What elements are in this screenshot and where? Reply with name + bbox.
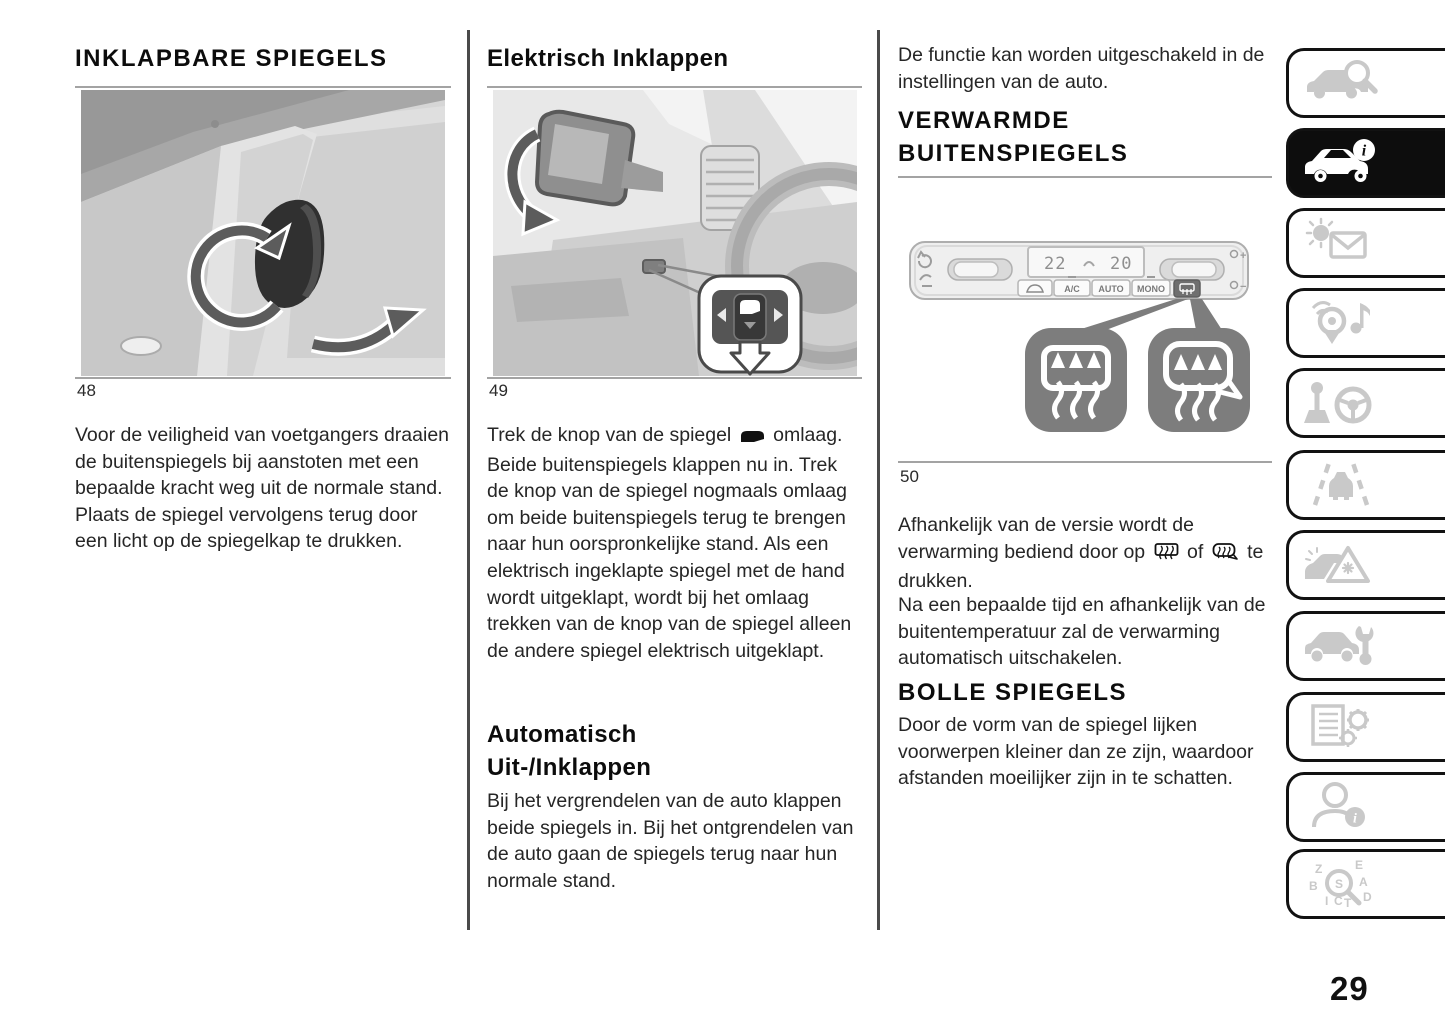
paragraph-text: of <box>1181 540 1209 563</box>
gearshift-steering-icon <box>1301 377 1381 430</box>
car-warning-triangle-icon <box>1301 539 1381 592</box>
index-letter: E <box>1355 857 1364 872</box>
sidebar-tab-emergency[interactable] <box>1286 530 1445 600</box>
index-letter: A <box>1359 874 1368 889</box>
sidebar-tab-starting-driving[interactable] <box>1286 368 1445 438</box>
figure-50 <box>898 180 1272 465</box>
figure-50-illustration <box>898 180 1272 465</box>
sidebar-tab-technical-data[interactable] <box>1286 692 1445 762</box>
index-letter: S <box>1335 876 1344 891</box>
figure-top-rule <box>75 86 451 88</box>
subsection-heading-electric-folding: Elektrisch Inklappen <box>487 45 729 72</box>
column-left <box>75 0 451 1018</box>
paragraph-heating-timeout: Na een bepaalde tijd en afhankelijk van de buitentemperatuur zal de verwarming automatisch uitschakelen. <box>898 594 1266 670</box>
sidebar-tab-owner-info[interactable] <box>1286 772 1445 842</box>
section-heading-convex-mirrors: BOLLE SPIEGELS <box>898 679 1128 706</box>
warning-light-envelope-icon <box>1301 217 1381 270</box>
paragraph-convex-mirrors: Door de vorm van de spiegel lijken voorwerpen kleiner dan ze zijn, waardoor afstanden moeilijker zijn in te schatten. <box>898 714 1254 790</box>
section-heading-heated-mirrors: VERWARMDE BUITENSPIEGELS <box>898 107 1129 167</box>
sidebar-tab-car-magnifier[interactable] <box>1286 48 1445 118</box>
figure-top-rule <box>487 86 862 88</box>
figure-49-illustration <box>493 90 857 376</box>
info-letter: i <box>1353 811 1357 826</box>
paragraph-text: te drukken. <box>898 540 1264 593</box>
paragraph-text: omlaag. Beide buitenspiegels klappen nu in. Trek de knop van de spiegel nogmaals omlaag om beide buitenspiegels terug te brengen naar hun oorspronkelijke stand. Als een elektrisch ingeklapte spiegel met de hand wordt uitgeklapt, wordt bij het omlaag trekken van de knop van de spiegel alleen de andere spiegel elektrisch uitgeklapt. <box>487 424 852 662</box>
car-info-icon <box>1301 137 1381 190</box>
index-letter: Z <box>1315 861 1323 876</box>
car-wrench-icon <box>1301 620 1381 673</box>
index-letter: I <box>1325 893 1329 908</box>
index-letter: C <box>1334 893 1343 908</box>
paragraph-heating-operation <box>898 512 1272 595</box>
auto-button-label: AUTO <box>1098 284 1124 294</box>
index-letter: T <box>1344 895 1352 908</box>
navigation-pin-music-icon <box>1301 297 1381 350</box>
mirror-knob-icon <box>740 425 765 452</box>
page-number: 29 <box>1330 970 1369 1007</box>
figure-caption: 50 <box>900 467 919 486</box>
climate-control-panel <box>910 242 1248 299</box>
svg-text:+: + <box>1240 250 1247 262</box>
column-divider-left <box>467 30 470 930</box>
info-letter: i <box>1361 142 1367 159</box>
ac-button-label: A/C <box>1064 284 1080 294</box>
sidebar-tab-service[interactable] <box>1286 611 1445 681</box>
temp-right-value: 20 <box>1110 254 1133 274</box>
car-magnifier-icon <box>1301 57 1381 110</box>
temp-left-value: 22 <box>1044 254 1067 274</box>
figure-bottom-rule <box>75 377 451 379</box>
figure-bottom-rule <box>487 377 862 379</box>
figure-caption: 48 <box>77 381 96 400</box>
column-divider-right <box>877 30 880 930</box>
svg-text:−: − <box>1240 281 1247 293</box>
person-info-icon <box>1301 781 1381 834</box>
mirror-switch-callout <box>699 276 801 374</box>
alphabet-search-icon <box>1301 856 1381 913</box>
section-heading-folding-mirrors: INKLAPBARE SPIEGELS <box>75 45 388 72</box>
paragraph-pedestrian-safety: Voor de veiligheid van voetgangers draaien de buitenspiegels bij aanstoten met een bepaalde kracht weg uit de normale stand. Plaats de spiegel vervolgens terug door een licht op de spiegelkap te drukken. <box>75 424 450 553</box>
index-letter: B <box>1309 878 1318 893</box>
mono-button-label: MONO <box>1137 284 1165 294</box>
sidebar-tab-warning-light-message[interactable] <box>1286 208 1445 278</box>
sidebar-tab-car-info-active[interactable] <box>1286 128 1445 198</box>
column-middle <box>487 0 862 1018</box>
subsection-heading-auto-folding: Automatisch Uit-/Inklappen <box>487 721 652 781</box>
heated-mirror-callout <box>1148 328 1250 432</box>
car-on-road-icon <box>1301 459 1381 512</box>
paragraph-text: Trek de knop van de spiegel <box>487 424 737 446</box>
sidebar-tab-alphabetical-index[interactable] <box>1286 849 1445 919</box>
rear-window-heating-icon <box>1154 542 1179 569</box>
rear-window-heating-callout <box>1025 328 1127 432</box>
column-right <box>898 0 1272 1018</box>
paragraph-auto-folding: Bij het vergrendelen van de auto klappen beide spiegels in. Bij het ontgrendelen van de auto gaan de spiegels terug naar hun normale stand. <box>487 790 854 892</box>
paragraph-text: Afhankelijk van de versie wordt de verwarming bediend door op <box>898 514 1194 563</box>
sidebar-tab-safety[interactable] <box>1286 450 1445 520</box>
paragraph-function-disable: De functie kan worden uitgeschakeld in de instellingen van de auto. <box>898 44 1265 93</box>
mirror-glyph-on-knob <box>740 300 760 314</box>
figure-caption: 49 <box>489 381 508 400</box>
figure-48 <box>81 90 445 376</box>
index-letter: D <box>1363 889 1372 904</box>
figure-48-illustration <box>81 90 445 376</box>
figure-top-rule <box>898 176 1272 178</box>
heated-mirror-icon <box>1212 542 1239 569</box>
figure-49 <box>493 90 857 376</box>
paragraph-electric-folding <box>487 422 862 664</box>
sidebar-tab-multimedia-navigation[interactable] <box>1286 288 1445 358</box>
document-gears-icon <box>1301 701 1381 754</box>
